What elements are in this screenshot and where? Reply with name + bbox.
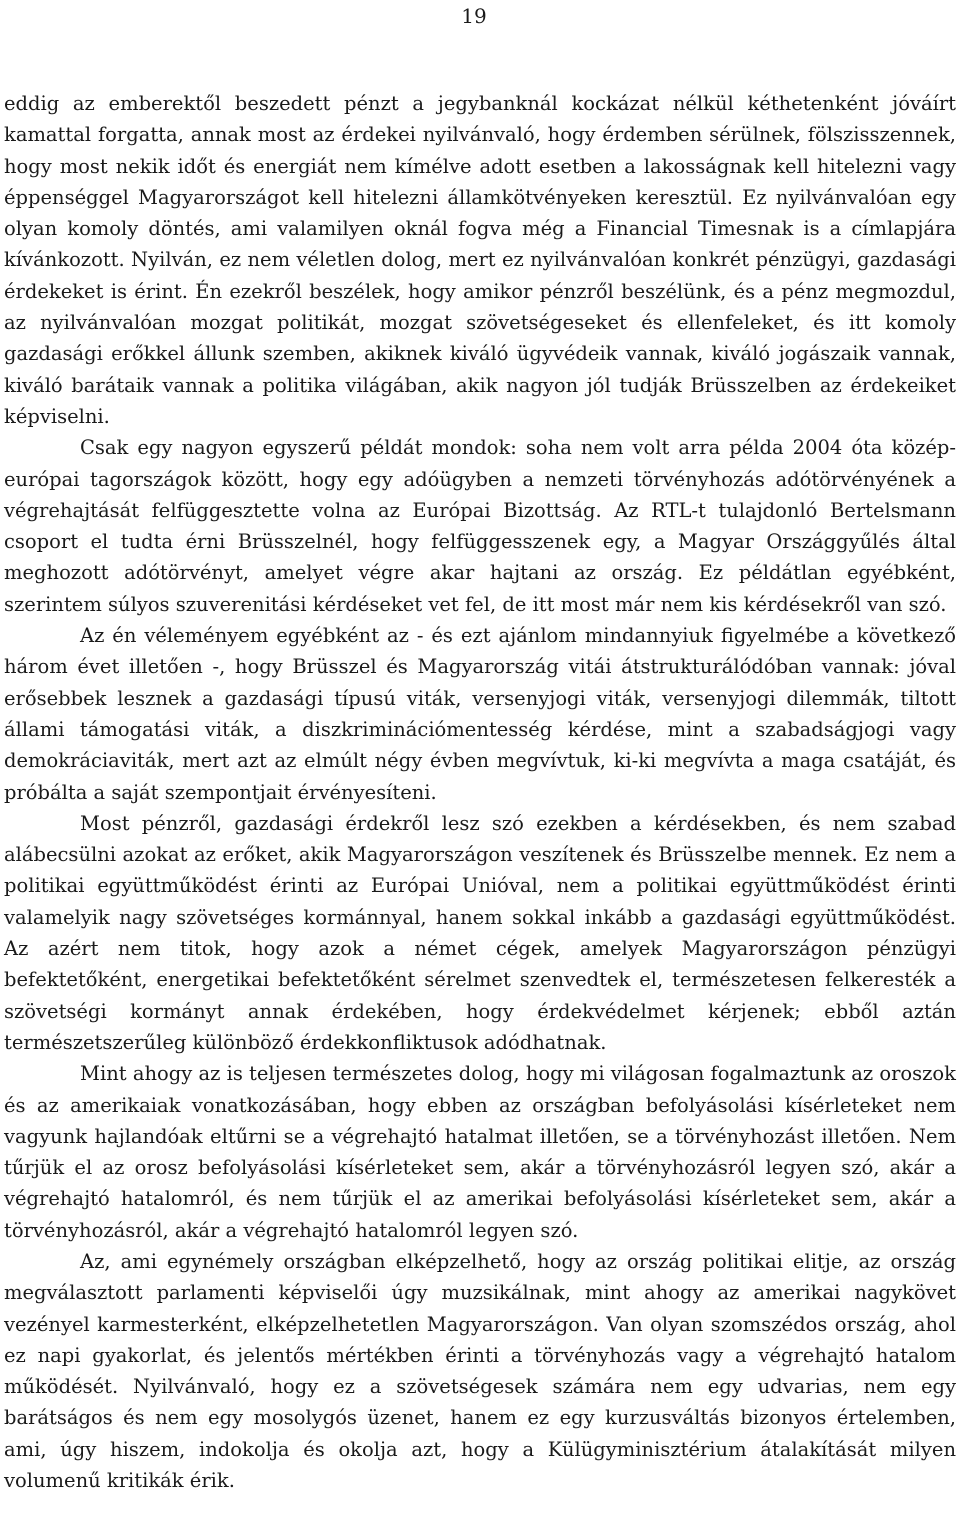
page-number: 19 — [461, 4, 487, 28]
paragraph: eddig az emberektől beszedett pénzt a jegybanknál kockázat nélkül kéthetenként jóváírt kamattal forgatta, annak most az érdekei nyilvánvaló, hogy érdemben sérülnek, fölszisszennek, hogy most nekik időt és energiát nem kímélve adott esetben a lakosságnak kell hitelezni vagy éppenséggel Magyarországot kell hitelezni államkötvényeken keresztül. Ez nyilvánvalóan egy olyan komoly döntés, ami valamilyen oknál fogva még a Financial Timesnak is a címlapjára kívánkozott. Nyilván, ez nem véletlen dolog, mert ez nyilvánvalóan konkrét pénzügyi, gazdasági érdekeket is érint. Én ezekről beszélek, hogy amikor pénzről beszélünk, és a pénz megmozdul, az nyilvánvalóan mozgat politikát, mozgat szövetségeseket és ellenfeleket, és itt komoly gazdasági erőkkel állunk szemben, akiknek kiváló ügyvédeik vannak, kiváló jogászaik vannak, kiváló barátaik vannak a politika világában, akik nagyon jól tudják Brüsszelben az érdekeiket képviselni. — [4, 92, 956, 428]
document-body — [4, 88, 956, 1496]
paragraph: Most pénzről, gazdasági érdekről lesz szó ezekben a kérdésekben, és nem szabad alábecsülni azokat az erőket, akik Magyarországon veszítenek és Brüsszelbe mennek. Ez nem a politikai együttműködést érinti az Európai Unióval, nem a politikai együttműködést érinti valamelyik nagy szövetséges kormánnyal, hanem sokkal inkább a gazdasági együttműködést. Az azért nem titok, hogy azok a német cégek, amelyek Magyarországon pénzügyi befektetőként, energetikai befektetőként sérelmet szenvedtek el, természetesen felkeresték a szövetségi kormányt annak érdekében, hogy érdekvédelmet kérjenek; ebből aztán természetszerűleg különböző érdekkonfliktusok adódhatnak. — [4, 811, 956, 1054]
paragraph: Csak egy nagyon egyszerű példát mondok: soha nem volt arra példa 2004 óta közép-európai tagországok között, hogy egy adóügyben a nemzeti törvényhozás adótörvényének a végrehajtását felfüggesztette volna az Európai Bizottság. Az RTL-t tulajdonló Bertelsmann csoport el tudta érni Brüsszelnél, hogy felfüggesszenek egy, a Magyar Országgyűlés által meghozott adótörvényt, amelyet végre akar hajtani az ország. Ez példátlan egyébként, szerintem súlyos szuverenitási kérdéseket vet fel, de itt most már nem kis kérdésekről van szó. — [4, 436, 956, 616]
paragraph: Az én véleményem egyébként az - és ezt ajánlom mindannyiuk figyelmébe a következő három évet illetően -, hogy Brüsszel és Magyarország vitái átstrukturálódóban vannak: jóval erősebbek lesznek a gazdasági típusú viták, versenyjogi viták, versenyjogi dilemmák, tiltott állami támogatási viták, a diszkriminációmentesség kérdése, mint a szabadságjogi vagy demokráciaviták, mert azt az elmúlt négy évben megvívtuk, ki-ki megvívta a maga csatáját, és próbálta a saját szempontjait érvényesíteni. — [4, 624, 956, 804]
paragraph: Az, ami egynémely országban elképzelhető, hogy az ország politikai elitje, az ország megválasztott parlamenti képviselői úgy muzsikálnak, mint ahogy az amerikai nagykövet vezényel karmesterként, elképzelhetetlen Magyarországon. Van olyan szomszédos ország, ahol ez napi gyakorlat, és jelentős mértékben érinti a törvényhozás vagy a végrehajtó hatalom működését. Nyilvánvaló, hogy ez a szövetségesek számára nem egy udvarias, nem egy barátságos és nem egy mosolygós üzenet, hanem ez egy kurzusváltás bizonyos értelemben, ami, úgy hiszem, indokolja és okolja azt, hogy a Külügyminisztérium átalakítását milyen volumenű kritikák érik. — [4, 1249, 956, 1493]
paragraph: Mint ahogy az is teljesen természetes dolog, hogy mi világosan fogalmaztunk az oroszok és az amerikaiak vonatkozásában, hogy ebben az országban befolyásolási kísérleteket nem vagyunk hajlandóak eltűrni se a végrehajtó hatalmat illetően, se a törvényhozást illetően. Nem tűrjük el az orosz befolyásolási kísérleteket sem, akár a törvényhozásról legyen szó, akár a végrehajtó hatalomról, és nem tűrjük el az amerikai befolyásolási kísérleteket sem, akár a törvényhozásról, akár a végrehajtó hatalomról legyen szó. — [4, 1062, 956, 1242]
